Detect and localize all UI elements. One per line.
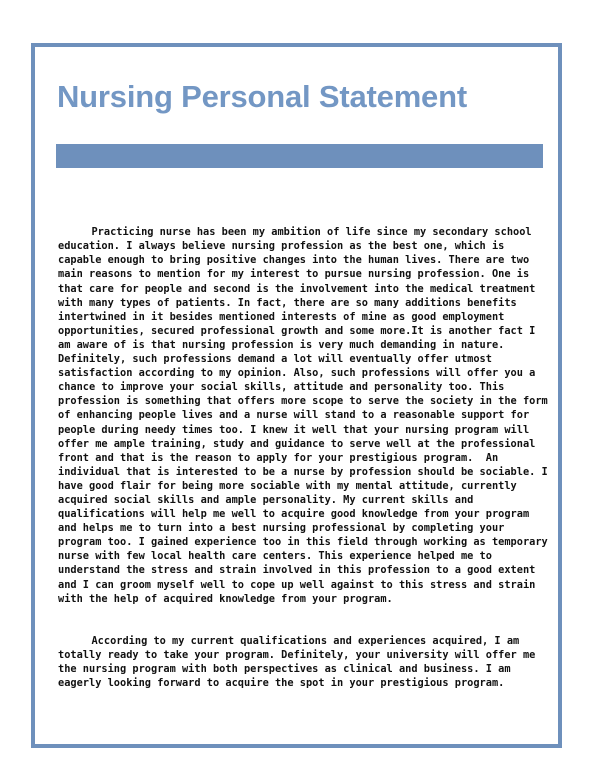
- document-body: [58, 197, 554, 718]
- document-frame: [31, 43, 562, 748]
- paragraph-2: According to my current qualifications and experiences acquired, I am totally ready to take your program. Definitely, your university will offer me the nursing program with both perspectives as clinical and business. I am eagerly looking forward to acquire the spot in your prestigious program.: [58, 634, 542, 690]
- paragraph-1: Practicing nurse has been my ambition of life since my secondary school education. I always believe nursing profession as the best one, which is capable enough to bring positive changes into the human lives. There are two main reasons to mention for my interest to pursue nursing profession. One is that care for people and second is the involvement into the medical treatment with many types of patients. In fact, there are so many additions benefits intertwined in it besides mentioned interests of mine as good employment opportunities, secured professional growth and some more.It is another fact I am aware of is that nursing profession is very much demanding in nature. Definitely, such professions demand a lot will eventually offer utmost satisfaction according to my opinion. Also, such professions will offer you a chance to improve your social skills, attitude and personality too. This profession is something that offers more scope to serve the society in the form of enhancing people lives and a nurse will stand to a reasonable support for people during needy times too. I knew it well that your nursing program will offer me ample training, study and guidance to serve well at the professional front and that is the reason to apply for your prestigious program. An individual that is interested to be a nurse by profession should be sociable. I have good flair for being more sociable with my mental attitude, currently acquired social skills and ample personality. My current skills and qualifications will help me well to acquire good knowledge from your program and helps me to turn into a best nursing professional by completing your program too. I gained experience too in this field through working as temporary nurse with few local health care centers. This experience helped me to understand the stress and strain involved in this profession to a good extent and I can groom myself well to cope up well against to this stress and strain with the help of acquired knowledge from your program.: [58, 226, 554, 605]
- page-title: Nursing Personal Statement: [57, 79, 467, 114]
- title-divider-bar: [56, 144, 543, 168]
